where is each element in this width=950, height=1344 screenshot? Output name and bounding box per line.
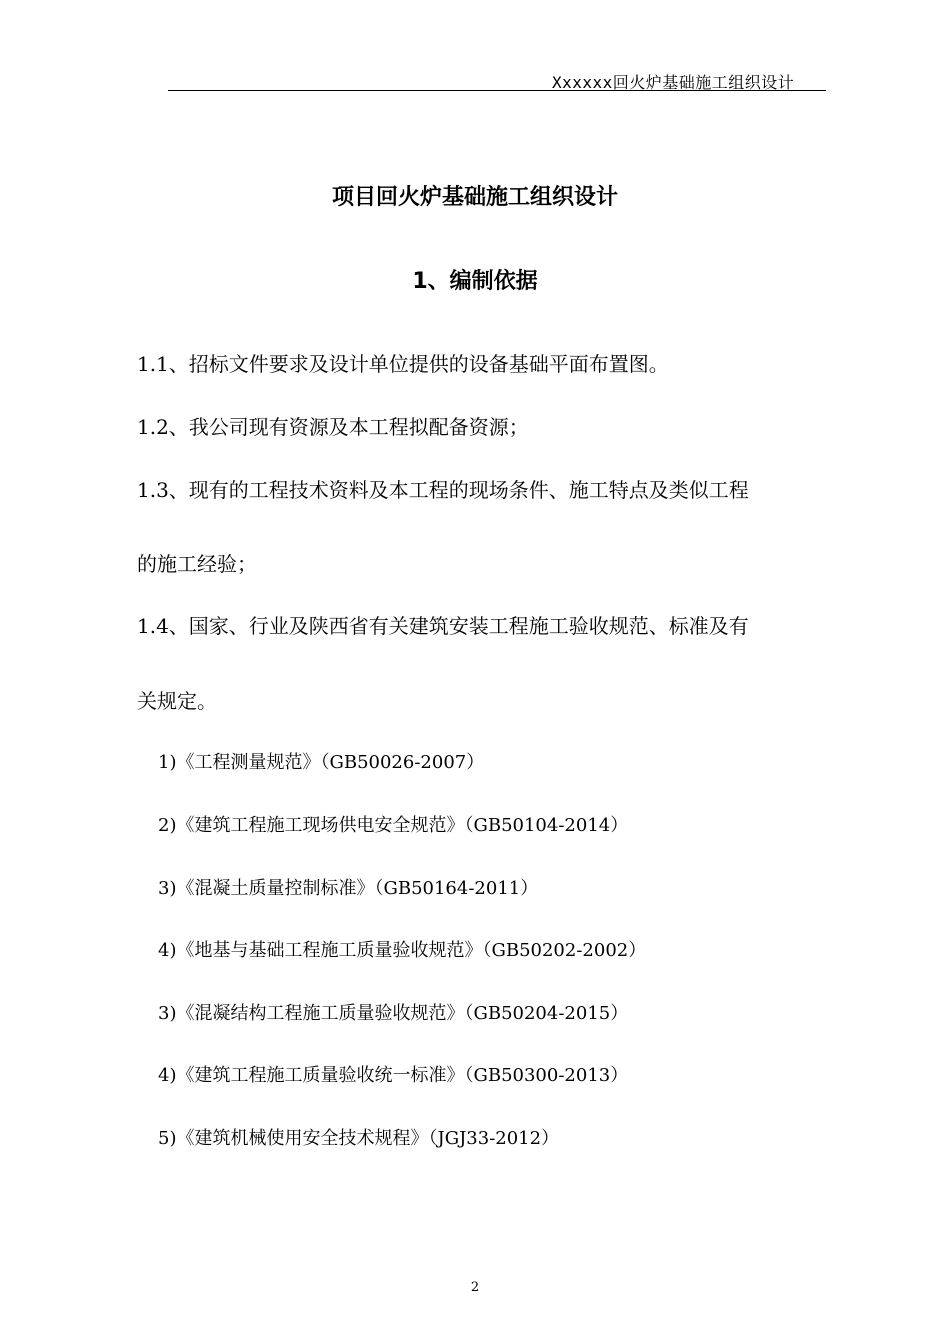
paragraph-1-3-continued: 的施工经验； [137,552,257,576]
header-rule [168,90,826,91]
reference-item: 3)《混凝土质量控制标准》（GB50164-2011） [158,878,539,899]
reference-item: 4)《地基与基础工程施工质量验收规范》（GB50202-2002） [158,940,647,961]
page-number: 2 [470,1280,480,1295]
header-text: Xxxxxx回火炉基础施工组织设计 [552,73,795,92]
paragraph-1-4-continued: 关规定。 [137,689,217,713]
section-heading: 1、编制依据 [412,269,538,294]
paragraph-1-2: 1.2、我公司现有资源及本工程拟配备资源； [137,415,529,439]
reference-item: 5)《建筑机械使用安全技术规程》（JGJ33-2012） [158,1128,560,1149]
reference-item: 2)《建筑工程施工现场供电安全规范》（GB50104-2014） [158,815,629,836]
reference-item: 3)《混凝结构工程施工质量验收规范》（GB50204-2015） [158,1003,629,1024]
paragraph-1-3: 1.3、现有的工程技术资料及本工程的现场条件、施工特点及类似工程 [137,478,749,502]
document-title: 项目回火炉基础施工组织设计 [331,185,618,210]
reference-item: 1)《工程测量规范》（GB50026-2007） [158,752,485,773]
reference-item: 4)《建筑工程施工质量验收统一标准》（GB50300-2013） [158,1065,629,1086]
paragraph-1-1: 1.1、招标文件要求及设计单位提供的设备基础平面布置图。 [137,352,669,376]
paragraph-1-4: 1.4、国家、行业及陕西省有关建筑安装工程施工验收规范、标准及有 [137,614,749,638]
